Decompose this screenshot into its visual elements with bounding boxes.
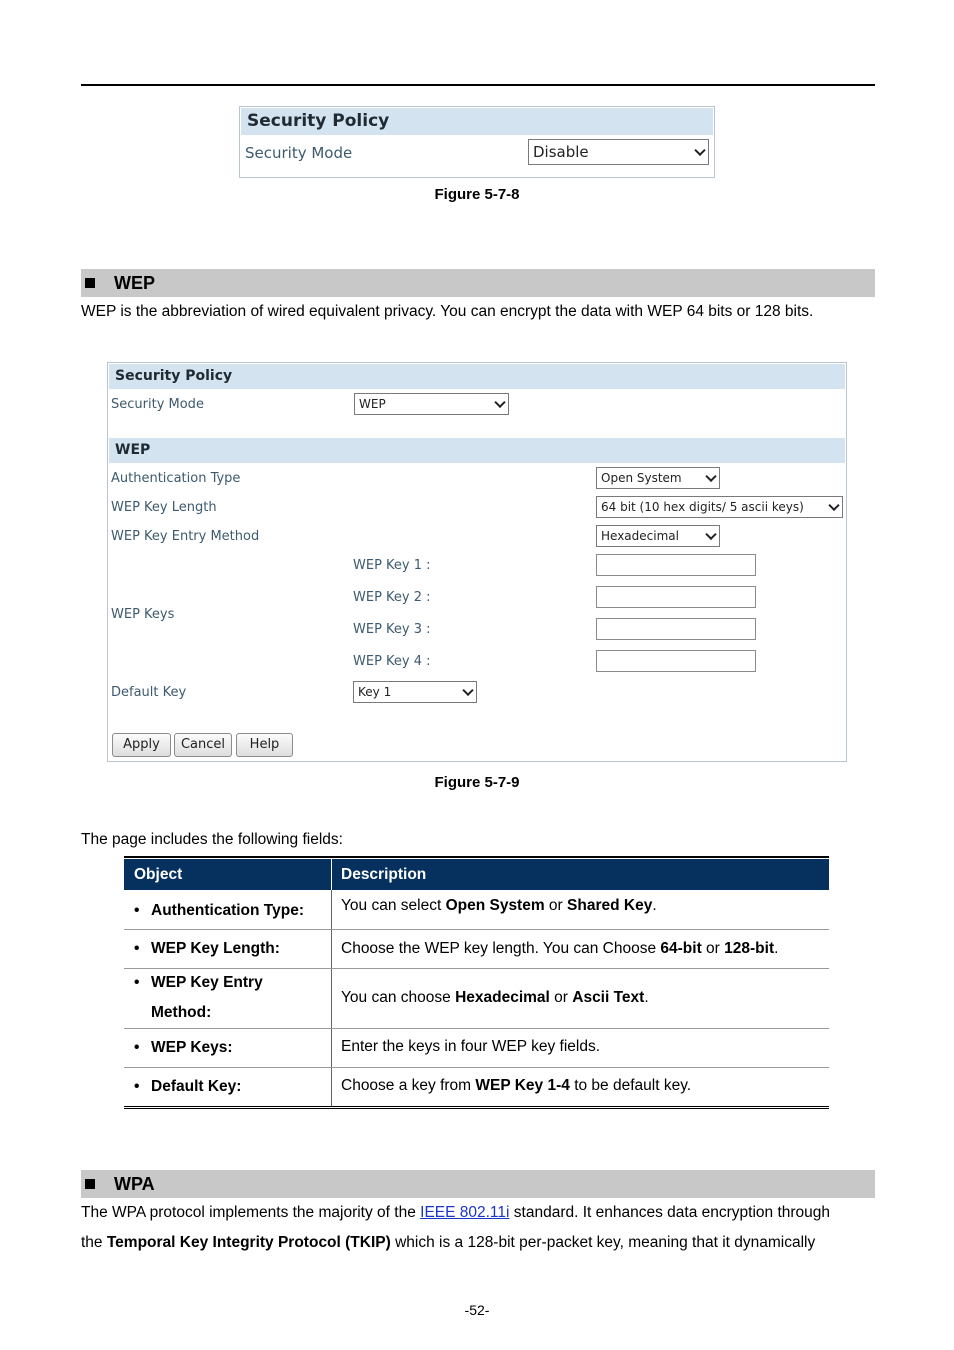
table-row-object: • WEP Keys:: [134, 1033, 233, 1063]
wep-keys-label: WEP Keys: [111, 607, 175, 622]
security-policy-panel-small: [239, 106, 715, 178]
default-key-label: Default Key: [111, 685, 187, 700]
wpa-line-2: the Temporal Key Integrity Protocol (TKIP) which is a 128-bit per-packet key, meaning that it dynamically: [81, 1234, 816, 1251]
table-row-object: • Default Key:: [134, 1072, 241, 1102]
security-mode-label: Security Mode: [111, 397, 204, 412]
table-top-rule: [124, 856, 829, 858]
header-object: Object: [134, 866, 183, 883]
chevron-down-icon: [494, 397, 505, 408]
square-bullet-icon: [85, 1179, 95, 1189]
table-row-description: Choose a key from WEP Key 1-4 to be default key.: [341, 1077, 692, 1094]
apply-button[interactable]: Apply: [112, 733, 171, 757]
row-divider: [124, 1067, 829, 1068]
column-divider: [331, 890, 332, 1106]
wep-key-entry-method-select[interactable]: [596, 525, 720, 547]
wep-key-length-select[interactable]: [596, 496, 843, 518]
table-row-description: Enter the keys in four WEP key fields.: [341, 1038, 601, 1055]
wep-key-length-label: WEP Key Length: [111, 500, 217, 515]
table-bottom-rule: [124, 1106, 829, 1109]
chevron-down-icon: [705, 471, 716, 482]
security-mode-value: Disable: [533, 143, 589, 161]
chevron-down-icon: [694, 145, 705, 156]
authentication-type-label: Authentication Type: [111, 471, 241, 486]
wpa-line-1: The WPA protocol implements the majority of the IEEE 802.11i standard. It enhances data encryption through: [81, 1204, 831, 1221]
wep-key-entry-method-value: Hexadecimal: [601, 529, 679, 543]
table-row-description: You can select Open System or Shared Key.: [341, 897, 657, 914]
wep-key-3-label: WEP Key 3 :: [353, 622, 431, 637]
figure-caption-2: Figure 5-7-9: [434, 774, 520, 791]
security-policy-header: Security Policy: [109, 364, 845, 389]
default-key-value: Key 1: [358, 685, 392, 699]
authentication-type-value: Open System: [601, 471, 682, 485]
security-mode-select[interactable]: [354, 393, 509, 415]
section-title: WPA: [114, 1174, 155, 1194]
panel-header: Security Policy: [241, 108, 713, 135]
square-bullet-icon: [85, 278, 95, 288]
wep-key-1-input[interactable]: [596, 554, 756, 576]
wep-key-4-input[interactable]: [596, 650, 756, 672]
table-row-object: • WEP Key Entry: [134, 968, 263, 998]
cancel-button[interactable]: Cancel: [174, 733, 232, 757]
top-rule: [81, 84, 875, 86]
wep-header: WEP: [109, 438, 845, 463]
header-description: Description: [341, 866, 427, 883]
authentication-type-select[interactable]: [596, 467, 720, 489]
default-key-select[interactable]: [353, 681, 477, 703]
help-button[interactable]: Help: [236, 733, 293, 757]
section-title: WEP: [114, 273, 156, 293]
page-number: -52-: [464, 1302, 490, 1318]
chevron-down-icon: [462, 685, 473, 696]
figure-caption-1: Figure 5-7-8: [434, 186, 520, 203]
bullet-icon: •: [134, 974, 140, 991]
table-header-row: [124, 859, 829, 890]
bullet-icon: •: [134, 940, 140, 957]
table-row-object: • WEP Key Length:: [134, 934, 280, 964]
bullet-icon: •: [134, 1039, 140, 1056]
wep-key-4-label: WEP Key 4 :: [353, 654, 431, 669]
wep-key-3-input[interactable]: [596, 618, 756, 640]
wep-key-length-value: 64 bit (10 hex digits/ 5 ascii keys): [601, 500, 804, 514]
table-row-object-cont: Method:: [151, 1004, 212, 1021]
chevron-down-icon: [828, 500, 839, 511]
ieee-80211i-link[interactable]: IEEE 802.11i: [420, 1204, 510, 1221]
bullet-icon: •: [134, 1078, 140, 1095]
wep-key-entry-method-label: WEP Key Entry Method: [111, 529, 260, 544]
wep-key-1-label: WEP Key 1 :: [353, 558, 431, 573]
bullet-icon: •: [134, 902, 140, 919]
chevron-down-icon: [705, 529, 716, 540]
security-mode-select[interactable]: [528, 139, 709, 165]
wep-settings-panel: [107, 362, 847, 762]
wep-key-2-input[interactable]: [596, 586, 756, 608]
row-divider: [124, 929, 829, 930]
wep-description: WEP is the abbreviation of wired equivalent privacy. You can encrypt the data with WEP 64 bits or 128 bits.: [81, 303, 814, 320]
security-mode-value: WEP: [359, 397, 386, 411]
section-header-wep: [81, 269, 875, 297]
table-row-description: You can choose Hexadecimal or Ascii Text.: [341, 989, 649, 1006]
table-row-description: Choose the WEP key length. You can Choose 64-bit or 128-bit.: [341, 940, 779, 957]
security-mode-label: Security Mode: [245, 144, 353, 162]
wep-key-2-label: WEP Key 2 :: [353, 590, 431, 605]
table-row-object: • Authentication Type:: [134, 896, 304, 926]
section-header-wpa: [81, 1170, 875, 1198]
row-divider: [124, 1028, 829, 1029]
fields-intro: The page includes the following fields:: [81, 831, 343, 848]
